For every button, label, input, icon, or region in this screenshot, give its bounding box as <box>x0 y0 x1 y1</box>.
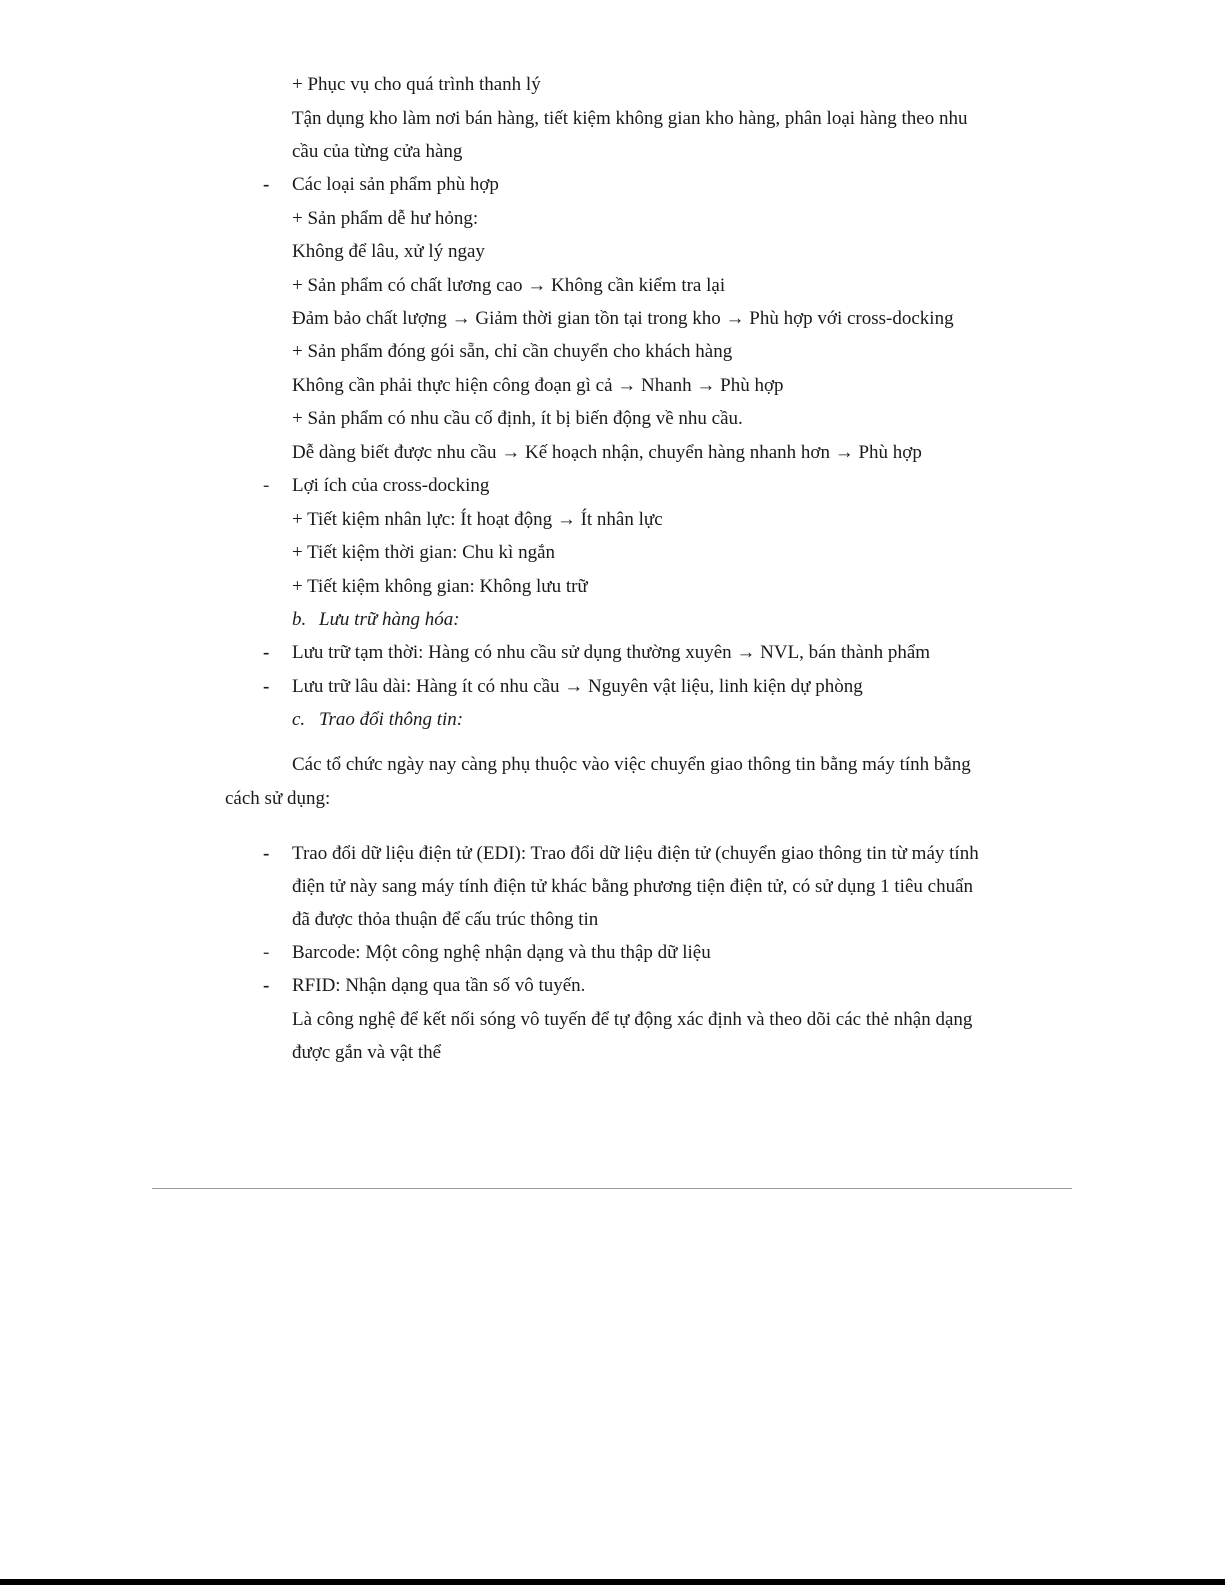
text-line: + Sản phẩm dễ hư hỏng: <box>292 208 479 229</box>
section-title: Lưu trữ hàng hóa: <box>319 609 460 630</box>
text-line: + Tiết kiệm không gian: Không lưu trữ <box>292 576 588 597</box>
text-line: Dễ dàng biết được nhu cầu → Kế hoạch nhận, chuyển hàng nhanh hơn → Phù hợp <box>292 442 922 463</box>
list-item: RFID: Nhận dạng qua tần số vô tuyến. <box>292 975 586 996</box>
list-bullet: - <box>263 975 270 996</box>
section-title: Trao đổi thông tin: <box>319 709 464 730</box>
page-bottom-edge <box>0 1579 1225 1585</box>
list-bullet: - <box>263 475 270 496</box>
text-line: + Tiết kiệm thời gian: Chu kì ngắn <box>292 542 556 563</box>
text-line: Không để lâu, xử lý ngay <box>292 241 485 262</box>
list-item: Trao đổi dữ liệu điện tử (EDI): Trao đổi dữ liệu điện tử (chuyển giao thông tin từ máy tính <box>292 843 979 864</box>
text-line: Là công nghệ để kết nối sóng vô tuyến để tự động xác định và theo dõi các thẻ nhận dạng <box>292 1009 973 1030</box>
list-bullet: - <box>263 942 270 963</box>
paragraph-line: Các tổ chức ngày nay càng phụ thuộc vào việc chuyển giao thông tin bằng máy tính bằng <box>292 754 971 775</box>
text-line: cầu của từng cửa hàng <box>292 141 463 162</box>
list-item: Barcode: Một công nghệ nhận dạng và thu thập dữ liệu <box>292 942 711 963</box>
text-line: Tận dụng kho làm nơi bán hàng, tiết kiệm không gian kho hàng, phân loại hàng theo nhu <box>292 108 968 129</box>
text-line: đã được thỏa thuận để cấu trúc thông tin <box>292 909 599 930</box>
text-line: Không cần phải thực hiện công đoạn gì cả → Nhanh → Phù hợp <box>292 375 784 396</box>
text-line: + Sản phẩm đóng gói sẵn, chỉ cần chuyển cho khách hàng <box>292 341 733 362</box>
list-bullet: - <box>263 676 270 697</box>
list-bullet: - <box>263 642 270 663</box>
text-line: điện tử này sang máy tính điện tử khác bằng phương tiện điện tử, có sử dụng 1 tiêu chuẩn <box>292 876 974 897</box>
paragraph-line: cách sử dụng: <box>225 788 331 809</box>
list-item: Lợi ích của cross-docking <box>292 475 490 496</box>
text-line: + Tiết kiệm nhân lực: Ít hoạt động → Ít nhân lực <box>292 509 663 530</box>
list-item: Các loại sản phẩm phù hợp <box>292 174 499 195</box>
text-line: + Sản phẩm có nhu cầu cố định, ít bị biến động về nhu cầu. <box>292 408 743 429</box>
section-heading-c <box>292 709 463 731</box>
list-bullet: - <box>263 174 270 195</box>
section-heading-b <box>292 609 460 631</box>
list-item: Lưu trữ tạm thời: Hàng có nhu cầu sử dụng thường xuyên → NVL, bán thành phẩm <box>292 642 931 663</box>
footer-divider <box>152 1188 1072 1189</box>
text-line: + Phục vụ cho quá trình thanh lý <box>292 74 541 95</box>
text-line: Đảm bảo chất lượng → Giảm thời gian tồn tại trong kho → Phù hợp với cross-docking <box>292 308 954 329</box>
section-label: b. <box>292 609 307 630</box>
section-label: c. <box>292 709 306 730</box>
text-line: + Sản phẩm có chất lương cao → Không cần kiểm tra lại <box>292 275 726 296</box>
list-bullet: - <box>263 843 270 864</box>
list-item: Lưu trữ lâu dài: Hàng ít có nhu cầu → Nguyên vật liệu, linh kiện dự phòng <box>292 676 863 697</box>
text-line: được gắn và vật thể <box>292 1042 442 1063</box>
